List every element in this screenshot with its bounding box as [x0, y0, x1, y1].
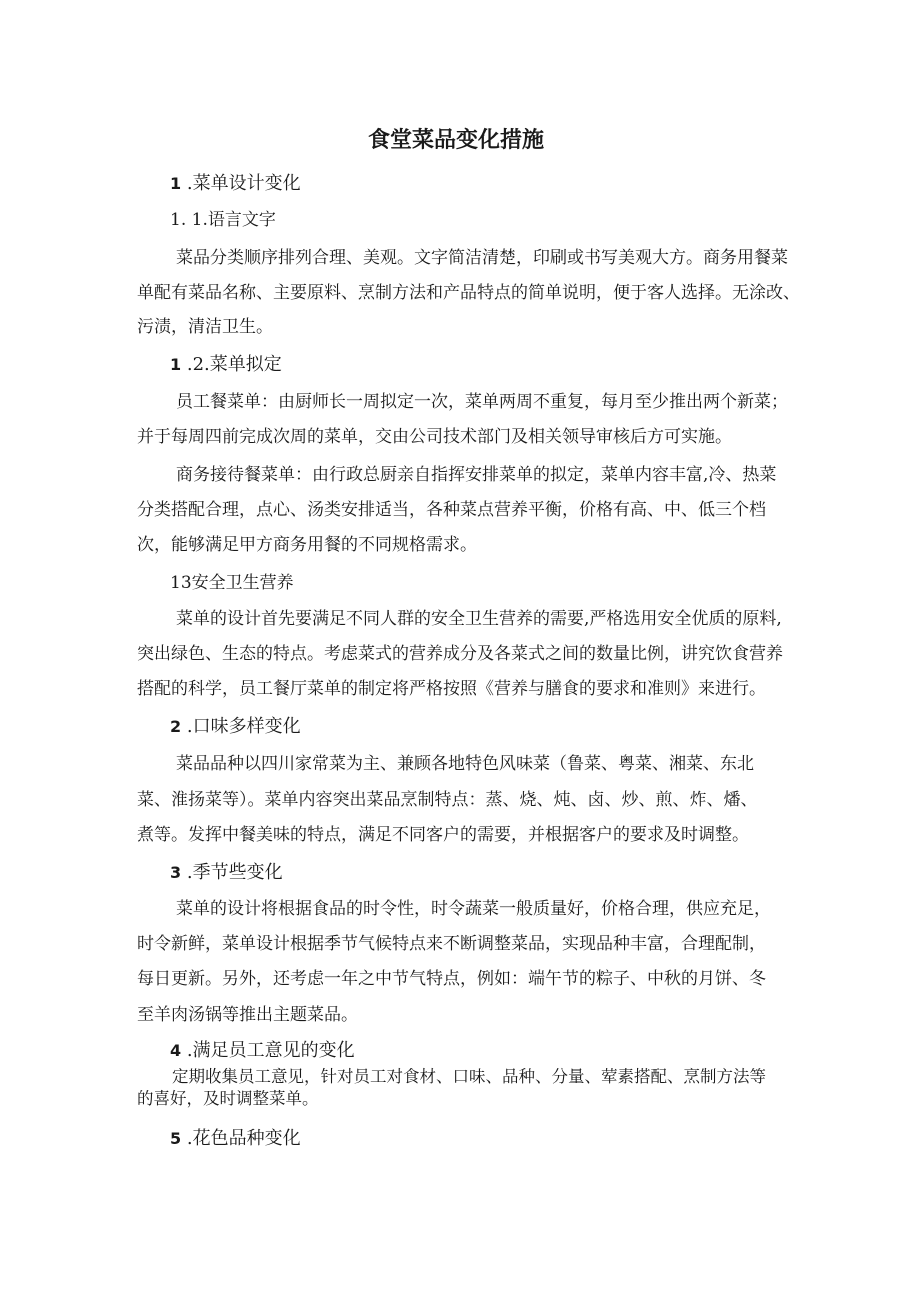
line-text: 菜品品种以四川家常菜为主、兼顾各地特色风味菜（鲁菜、粤菜、湘菜、东北 [176, 754, 754, 774]
paragraph-line [137, 316, 273, 338]
subsection-heading [170, 572, 294, 594]
section-number: 5 [170, 1129, 182, 1148]
line-text: 员工餐菜单：由厨师长一周拟定一次，菜单两周不重复，每月至少推出两个新菜； [176, 392, 788, 412]
paragraph-line [137, 824, 749, 846]
line-text: 13安全卫生营养 [170, 573, 294, 593]
paragraph-line [137, 789, 758, 811]
paragraph-line [172, 1066, 766, 1088]
page-title: 食堂菜品变化措施 [368, 128, 545, 153]
line-text: 每日更新。另外，还考虑一年之中节气特点，例如：端午节的粽子、中秋的月饼、冬 [137, 969, 766, 989]
paragraph-line [176, 464, 776, 486]
line-text: 1. 1.语言文字 [170, 210, 276, 230]
paragraph-line [176, 753, 754, 775]
section-number: 3 [170, 863, 182, 882]
line-text: 商务接待餐菜单：由行政总厨亲自指挥安排菜单的拟定，菜单内容丰富,冷、热菜 [176, 465, 777, 485]
line-text: 搭配的科学，员工餐厅菜单的制定将严格按照《营养与膳食的要求和准则》来进行。 [137, 679, 766, 699]
line-text: 定期收集员工意见，针对员工对食材、口味、品种、分量、荤素搭配、烹制方法等 [172, 1067, 766, 1086]
line-text: .季节些变化 [181, 862, 283, 883]
line-text: 并于每周四前完成次周的菜单，交由公司技术部门及相关领导审核后方可实施。 [137, 427, 732, 447]
line-text: 时令新鲜，菜单设计根据季节气候特点来不断调整菜品，实现品种丰富，合理配制， [137, 934, 766, 954]
paragraph-line [176, 608, 782, 630]
line-text: .花色品种变化 [181, 1128, 301, 1149]
section-heading [170, 1128, 301, 1150]
paragraph-line [137, 426, 732, 448]
section-number: 1 [170, 174, 182, 193]
paragraph-line [176, 391, 788, 413]
line-text: .满足员工意见的变化 [181, 1040, 355, 1061]
line-text: 污渍，清洁卫生。 [137, 317, 273, 337]
line-text: .菜单设计变化 [181, 173, 301, 194]
paragraph-line [176, 898, 771, 920]
line-text: 的喜好，及时调整菜单。 [137, 1089, 319, 1108]
paragraph-line [137, 534, 477, 556]
section-number: 4 [170, 1041, 182, 1060]
section-heading [170, 173, 301, 195]
paragraph-line [137, 499, 766, 521]
section-heading [170, 862, 283, 884]
line-text: 分类搭配合理，点心、汤类安排适当，各种菜点营养平衡，价格有高、中、低三个档 [137, 500, 766, 520]
paragraph-line [137, 678, 766, 700]
paragraph-line [137, 1088, 319, 1110]
paragraph-line [137, 282, 800, 304]
line-text: 次，能够满足甲方商务用餐的不同规格需求。 [137, 535, 477, 555]
line-text: 菜单的设计将根据食品的时令性，时令蔬菜一般质量好，价格合理，供应充足， [176, 899, 771, 919]
line-text: .口味多样变化 [181, 716, 301, 737]
line-text: 突出绿色、生态的特点。考虑菜式的营养成分及各菜式之间的数量比例，讲究饮食营养 [137, 644, 783, 664]
line-text: 菜、淮扬菜等）。菜单内容突出菜品烹制特点：蒸、烧、炖、卤、炒、煎、炸、燔、 [137, 790, 758, 810]
paragraph-line [137, 1004, 358, 1026]
paragraph-line [137, 933, 766, 955]
subsection-heading [170, 209, 276, 231]
paragraph-line [176, 247, 788, 269]
line-text: 单配有菜品名称、主要原料、烹制方法和产品特点的简单说明，便于客人选择。无涂改、 [137, 283, 800, 303]
section-number: 2 [170, 717, 182, 736]
line-text: 煮等。发挥中餐美味的特点，满足不同客户的需要，并根据客户的要求及时调整。 [137, 825, 749, 845]
section-heading [170, 354, 282, 376]
section-heading [170, 716, 301, 738]
paragraph-line [137, 643, 783, 665]
line-text: 菜单的设计首先要满足不同人群的安全卫生营养的需要,严格选用安全优质的原料, [176, 609, 782, 629]
paragraph-line [137, 968, 766, 990]
section-heading [170, 1040, 355, 1062]
section-number: 1 [170, 355, 182, 374]
line-text: 至羊肉汤锅等推出主题菜品。 [137, 1005, 358, 1025]
line-text: 菜品分类顺序排列合理、美观。文字简洁清楚，印刷或书写美观大方。商务用餐菜 [176, 248, 788, 268]
line-text: .2.菜单拟定 [181, 354, 282, 375]
